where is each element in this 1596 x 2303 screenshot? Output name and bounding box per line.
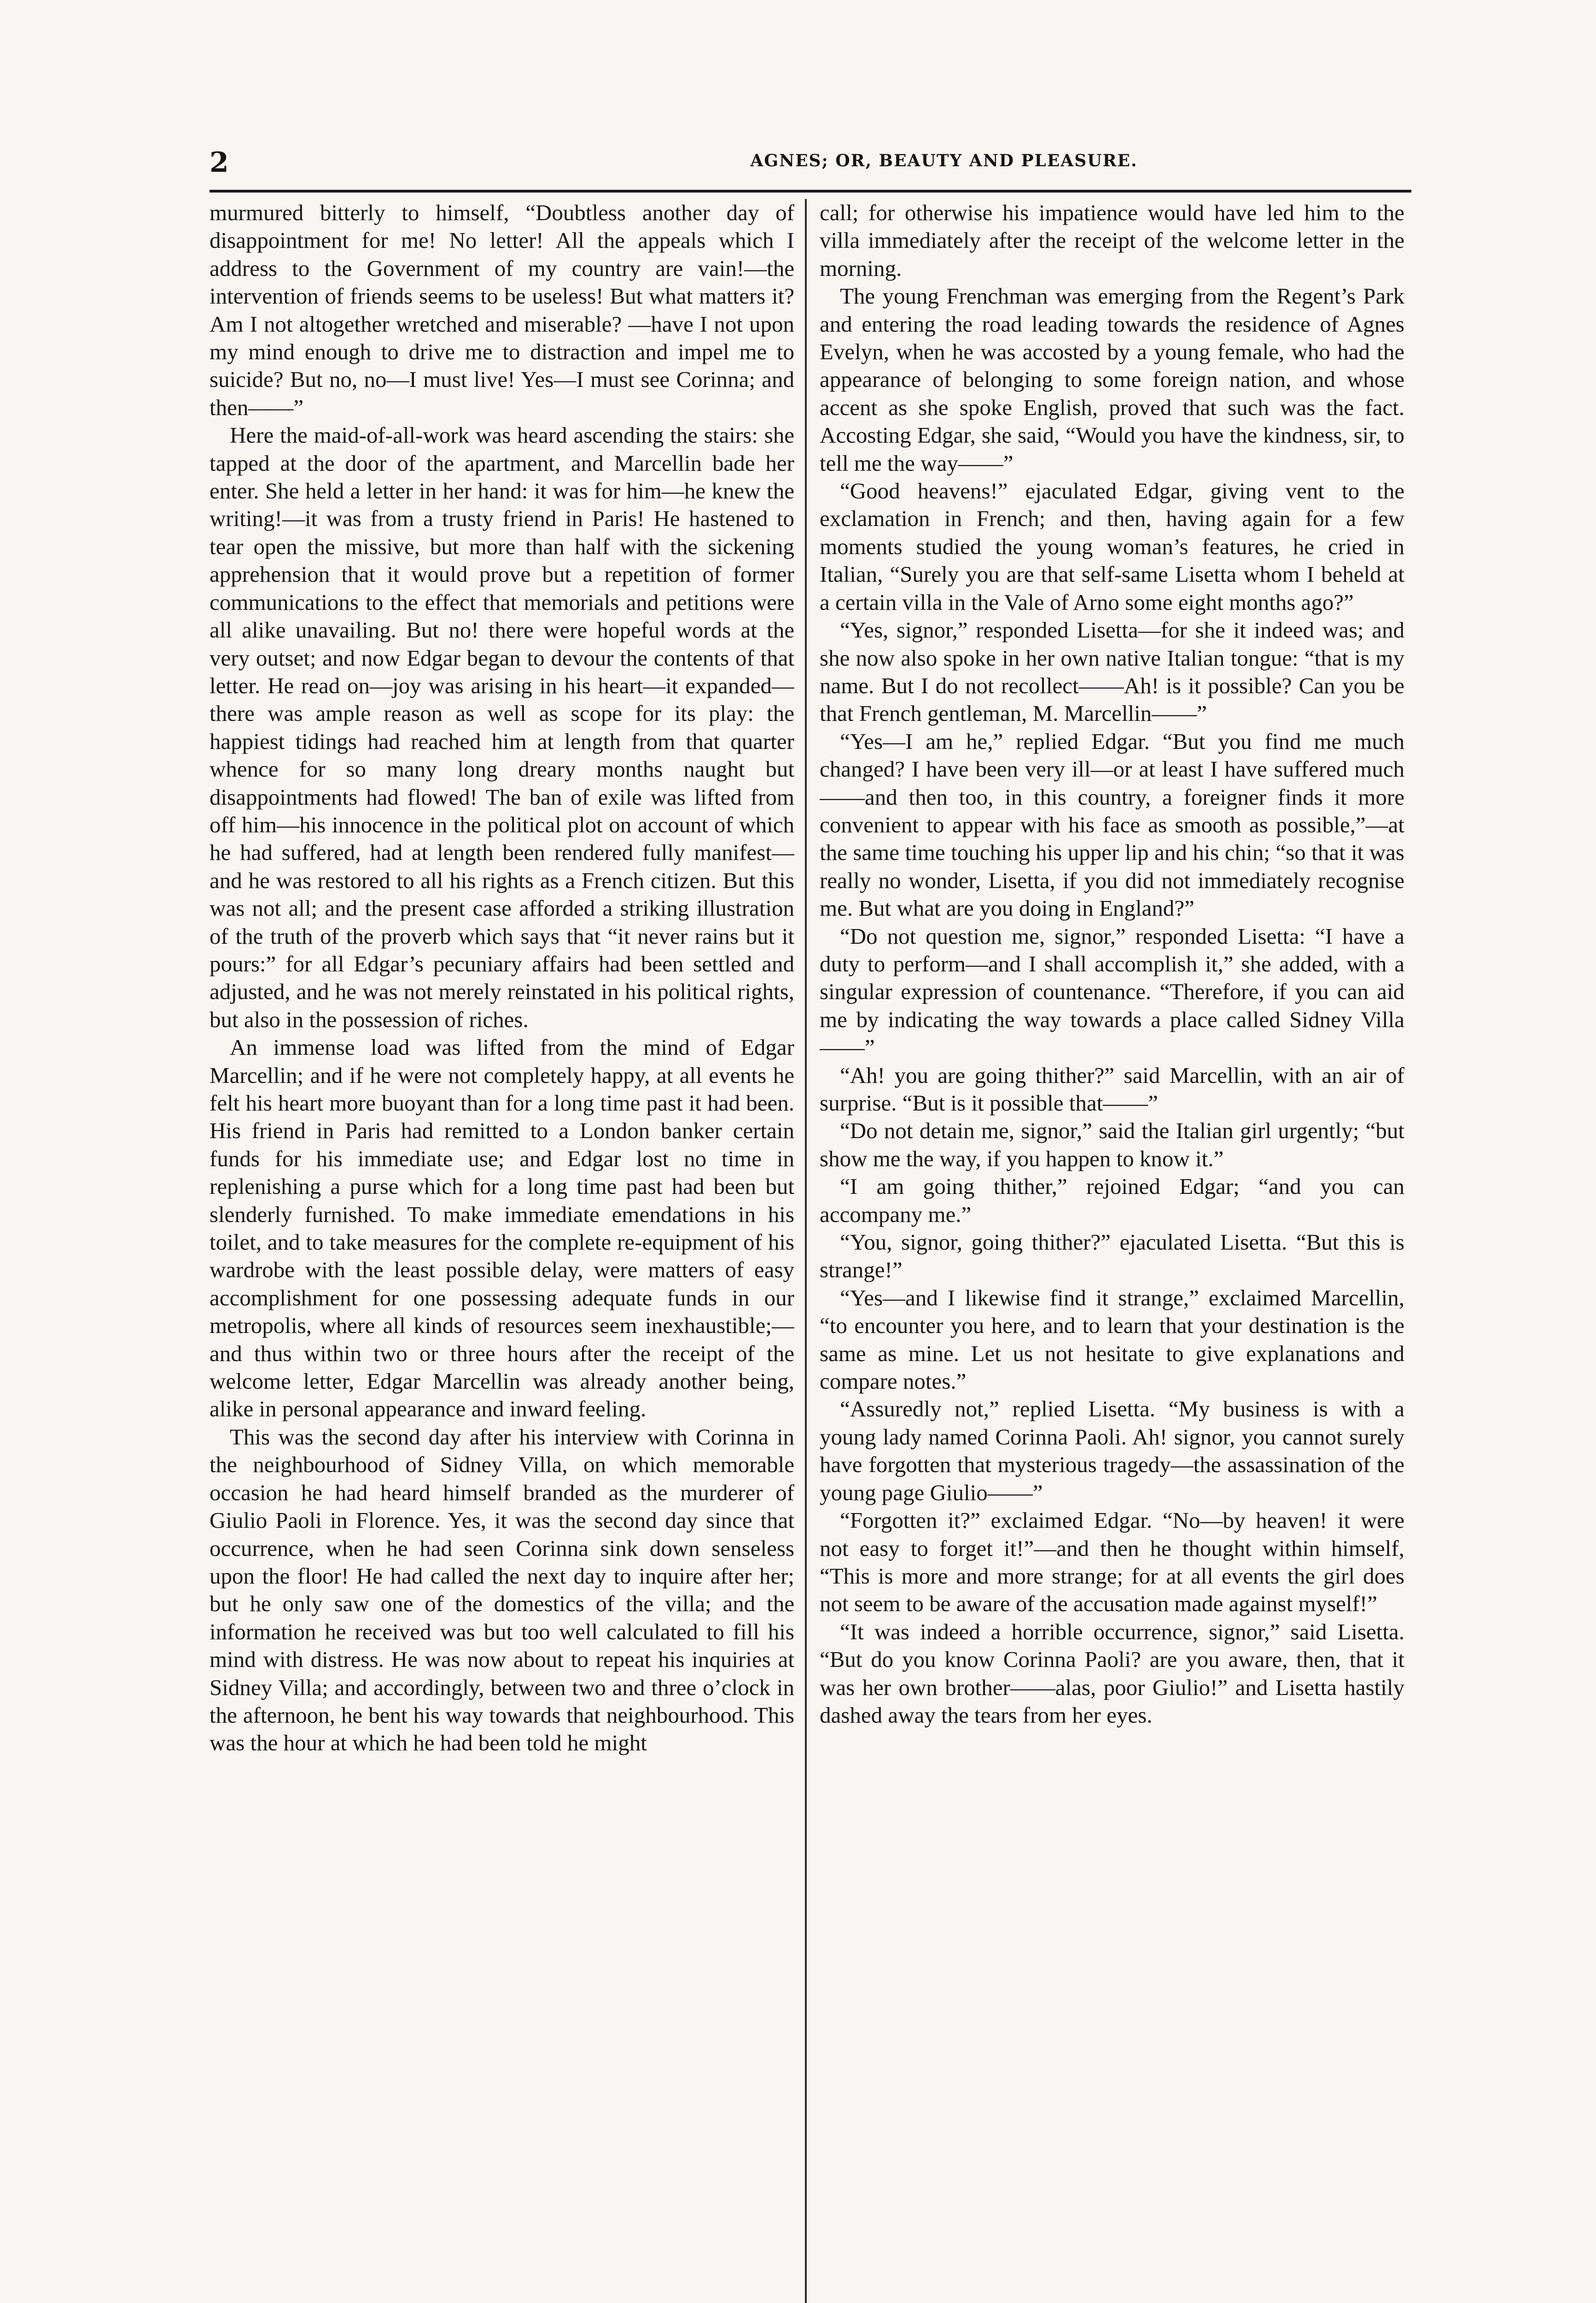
left-paragraph-4: This was the second day after his interview with Corinna in the neighbourhood of Sidney Villa, on which memorable occasion he had heard himself branded as the murderer of Giulio Paoli in Florence. Yes, it was the second day since that occurrence, when he had seen Corinna sink down senseless upon the floor! He had called the next day to inquire after her; but he only saw one of the domestics of the villa; and the information he received was but too well calculated to fill his mind with distress. He was now about to repeat his inquiries at Sidney Villa; and accordingly, between two and three o’clock in the afternoon, he bent his way towards that neighbourhood. This was the hour at which he had been told he might <box>210 1424 794 1756</box>
left-paragraph-2: Here the maid-of-all-work was heard ascending the stairs: she tapped at the door of the apartment, and Marcellin bade her enter. She held a letter in her hand: it was for him—he knew the writing!—it was from a trusty friend in Paris! He hastened to tear open the missive, but more than half with the sickening apprehension that it would prove but a repetition of former communications to the effect that memorials and petitions were all alike unavailing. But no! there were hopeful words at the very outset; and now Edgar began to devour the contents of that letter. He read on—joy was arising in his heart—it expanded—there was ample reason as well as scope for its play: the happiest tidings had reached him at length from that quarter whence for so many long dreary months naught but disappointments had flowed! The ban of exile was lifted from off him—his innocence in the political plot on account of which he had suffered, had at length been rendered fully manifest—and he was restored to all his rights as a French citizen. But this was not all; and the present case afforded a striking illustration of the truth of the proverb which says that “it never rains but it pours:” for all Edgar’s pecuniary affairs had been settled and adjusted, and he was not merely reinstated in his political rights, but also in the possession of riches. <box>210 422 794 1032</box>
column-divider <box>805 199 807 2303</box>
right-paragraph-1: call; for otherwise his impatience would have led him to the villa immediately after the receipt of the welcome letter in the morning. <box>820 200 1404 281</box>
right-paragraph-2: The young Frenchman was emerging from the Regent’s Park and entering the road leading towards the residence of Agnes Evelyn, when he was accosted by a young female, who had the appearance of belonging to some foreign nation, and whose accent as she spoke English, proved that such was the fact. Accosting Edgar, she said, “Would you have the kindness, sir, to tell me the way——” <box>820 283 1404 476</box>
right-paragraph-11: “Yes—and I likewise find it strange,” exclaimed Marcellin, “to encounter you here, and to learn that your destination is the same as mine. Let us not hesitate to give explanations and compare notes.” <box>820 1285 1404 1394</box>
right-paragraph-13: “Forgotten it?” exclaimed Edgar. “No—by heaven! it were not easy to forget it!”—and then he thought within himself, “This is more and more strange; for at all events the girl does not seem to be aware of the accusation made against myself!” <box>820 1508 1404 1617</box>
right-paragraph-14: “It was indeed a horrible occurrence, signor,” said Lisetta. “But do you know Corinna Paoli? are you aware, then, that it was her own brother——alas, poor Giulio!” and Lisetta hastily dashed away the tears from her eyes. <box>820 1619 1404 1728</box>
running-title: AGNES; OR, BEAUTY AND PLEASURE. <box>750 151 1138 170</box>
right-paragraph-10: “You, signor, going thither?” ejaculated Lisetta. “But this is strange!” <box>820 1229 1404 1283</box>
right-paragraph-3: “Good heavens!” ejaculated Edgar, giving vent to the exclamation in French; and then, having again for a few moments studied the young woman’s features, he cried in Italian, “Surely you are that self-same Lisetta whom I beheld at a certain villa in the Vale of Arno some eight months ago?” <box>820 478 1404 615</box>
right-paragraph-8: “Do not detain me, signor,” said the Italian girl urgently; “but show me the way, if you happen to know it.” <box>820 1118 1404 1171</box>
left-paragraph-3: An immense load was lifted from the mind of Edgar Marcellin; and if he were not completely happy, at all events he felt his heart more buoyant than for a long time past it had been. His friend in Paris had remitted to a London banker certain funds for his immediate use; and Edgar lost no time in replenishing a purse which for a long time past had been but slenderly furnished. To make immediate emendations in his toilet, and to take measures for the complete re-equipment of his wardrobe with the least possible delay, were matters of easy accomplishment for one possessing adequate funds in our metropolis, where all kinds of resources seem inexhaustible;—and thus within two or three hours after the receipt of the welcome letter, Edgar Marcellin was already another being, alike in personal appearance and inward feeling. <box>210 1035 794 1422</box>
right-paragraph-4: “Yes, signor,” responded Lisetta—for she it indeed was; and she now also spoke in her own native Italian tongue: “that is my name. But I do not recollect——Ah! is it possible? Can you be that French gentleman, M. Marcellin——” <box>820 617 1404 726</box>
left-paragraph-1: murmured bitterly to himself, “Doubtless another day of disappointment for me! No letter! All the appeals which I address to the Government of my country are vain!—the intervention of friends seems to be useless! But what matters it? Am I not altogether wretched and miserable? —have I not upon my mind enough to drive me to distraction and impel me to suicide? But no, no—I must live! Yes—I must see Corinna; and then——” <box>210 200 794 420</box>
right-paragraph-5: “Yes—I am he,” replied Edgar. “But you find me much changed? I have been very ill—or at least I have suffered much——and then too, in this country, a foreigner finds it more convenient to appear with his face as smooth as possible,”—at the same time touching his upper lip and his chin; “so that it was really no wonder, Lisetta, if you did not immediately recognise me. But what are you doing in England?” <box>820 728 1404 921</box>
header-rule <box>210 190 1411 193</box>
right-paragraph-9: “I am going thither,” rejoined Edgar; “and you can accompany me.” <box>820 1174 1404 1227</box>
right-paragraph-7: “Ah! you are going thither?” said Marcellin, with an air of surprise. “But is it possible that——” <box>820 1062 1404 1116</box>
right-paragraph-12: “Assuredly not,” replied Lisetta. “My business is with a young lady named Corinna Paoli. Ah! signor, you cannot surely have forgotten that mysterious tragedy—the assassination of the young page Giulio——” <box>820 1396 1404 1505</box>
right-paragraph-6: “Do not question me, signor,” responded Lisetta: “I have a duty to perform—and I shall accomplish it,” she added, with a singular expression of countenance. “Therefore, if you can aid me by indicating the way towards a place called Sidney Villa——” <box>820 923 1404 1060</box>
page-number: 2 <box>210 146 229 179</box>
left-column <box>210 199 794 2303</box>
right-column <box>820 199 1404 2303</box>
